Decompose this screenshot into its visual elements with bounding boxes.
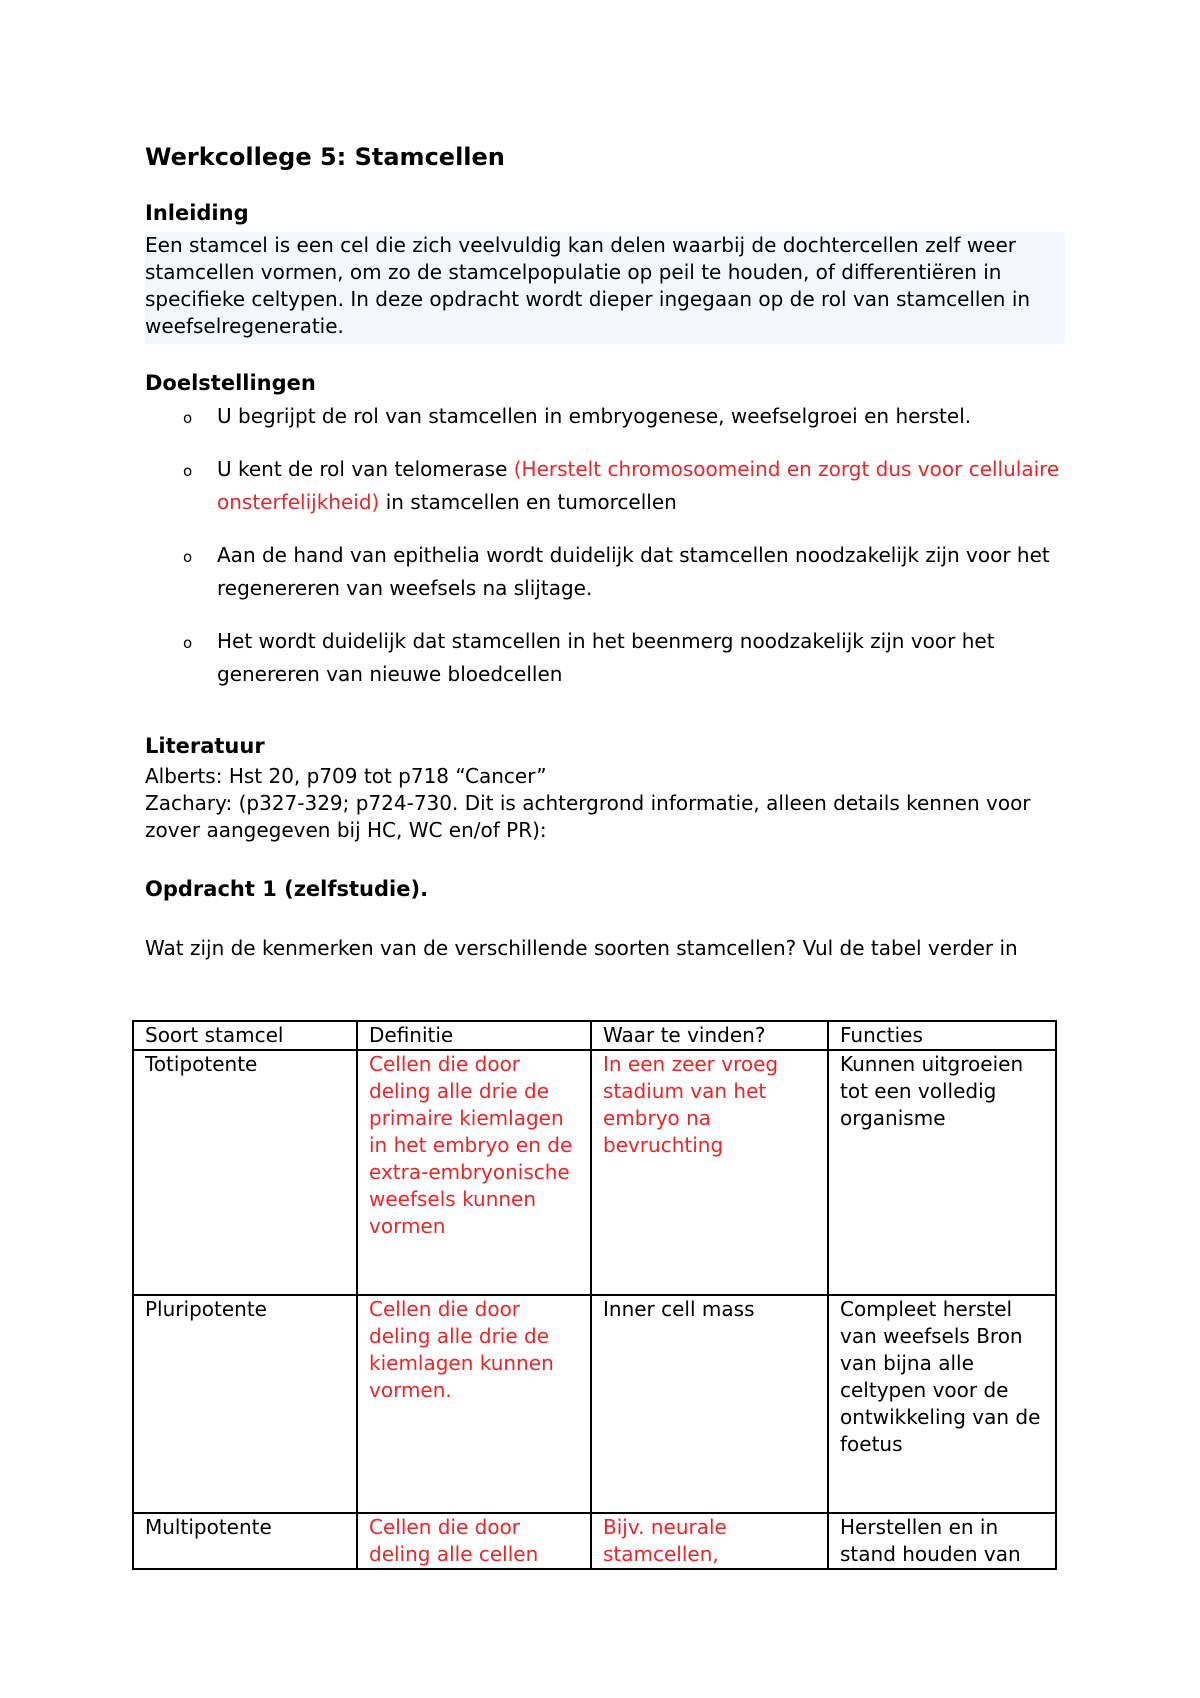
document-page (145, 140, 1065, 965)
table-header-cell: Functies (828, 1021, 1056, 1050)
table-cell-definition (357, 1513, 591, 1569)
table-cell-function: Compleet herstel van weefsels Bron van bijna alle celtypen voor de ontwikkeling van de foetus (828, 1295, 1056, 1513)
table-header-cell: Definitie (357, 1021, 591, 1050)
stem-cell-table (132, 1020, 1057, 1570)
bullet-marker: o (183, 634, 193, 652)
cell-text: Bijv. neurale stamcellen, (603, 1515, 727, 1566)
intro-heading: Inleiding (145, 201, 249, 225)
literature-block (145, 763, 1065, 844)
table-cell-location: Inner cell mass (591, 1295, 828, 1513)
table-row (133, 1513, 1056, 1569)
table-cell-type: Multipotente (133, 1513, 357, 1569)
bullet-marker: o (183, 462, 193, 480)
goals-heading: Doelstellingen (145, 371, 316, 395)
assignment-question: Wat zijn de kenmerken van de verschillende soorten stamcellen? Vul de tabel verder in (145, 936, 1018, 960)
goal-answer-text: (Herstelt chromosoomeind en zorgt dus voor cellulaire onsterfelijkheid) (217, 457, 1060, 514)
table-header-cell: Soort stamcel (133, 1021, 357, 1050)
table-cell-definition: Cellen die door deling alle drie de kiemlagen kunnen vormen. (357, 1295, 591, 1513)
goal-item (145, 453, 1065, 519)
table-cell-location (591, 1513, 828, 1569)
table-row (133, 1050, 1056, 1295)
table-header-cell: Waar te vinden? (591, 1021, 828, 1050)
table-header-row (133, 1021, 1056, 1050)
goal-text: U kent de rol van telomerase (217, 457, 514, 481)
bullet-marker: o (183, 409, 193, 427)
table-cell-type: Totipotente (133, 1050, 357, 1295)
goal-item (145, 400, 1065, 433)
literature-line: Zachary: (p327-329; p724-730. Dit is achtergrond informatie, alleen details kennen voor zover aangegeven bij HC, WC en/of PR): (145, 791, 1031, 842)
bullet-marker: o (183, 548, 193, 566)
table-cell-definition: Cellen die door deling alle drie de primaire kiemlagen in het embryo en de extra-embryonische weefsels kunnen vormen (357, 1050, 591, 1295)
table-cell-type: Pluripotente (133, 1295, 357, 1513)
goal-item (145, 625, 1065, 691)
intro-paragraph: Een stamcel is een cel die zich veelvuldig kan delen waarbij de dochtercellen zelf weer stamcellen vormen, om zo de stamcelpopulatie op peil te houden, of differentiëren in specifieke celtypen. In deze opdracht wordt dieper ingegaan op de rol van stamcellen in weefselregeneratie. (145, 232, 1065, 344)
page-title: Werkcollege 5: Stamcellen (145, 143, 505, 171)
cell-text: Herstellen en in stand houden van (840, 1515, 1021, 1566)
table-cell-location: In een zeer vroeg stadium van het embryo na bevruchting (591, 1050, 828, 1295)
table-row (133, 1295, 1056, 1513)
goal-text: in stamcellen en tumorcellen (379, 490, 677, 514)
goal-text: Aan de hand van epithelia wordt duidelijk dat stamcellen noodzakelijk zijn voor het regenereren van weefsels na slijtage. (217, 543, 1050, 600)
goal-text: Het wordt duidelijk dat stamcellen in het beenmerg noodzakelijk zijn voor het genereren van nieuwe bloedcellen (217, 629, 995, 686)
table-cell-function: Kunnen uitgroeien tot een volledig organisme (828, 1050, 1056, 1295)
goal-item (145, 539, 1065, 605)
table-cell-function (828, 1513, 1056, 1569)
assignment-heading: Opdracht 1 (zelfstudie). (145, 877, 429, 901)
goals-list (145, 400, 1065, 691)
goal-text: U begrijpt de rol van stamcellen in embryogenese, weefselgroei en herstel. (217, 404, 972, 428)
literature-heading: Literatuur (145, 734, 265, 758)
literature-line: Alberts: Hst 20, p709 tot p718 “Cancer” (145, 764, 547, 788)
cell-text: Cellen die door deling alle cellen (369, 1515, 539, 1566)
